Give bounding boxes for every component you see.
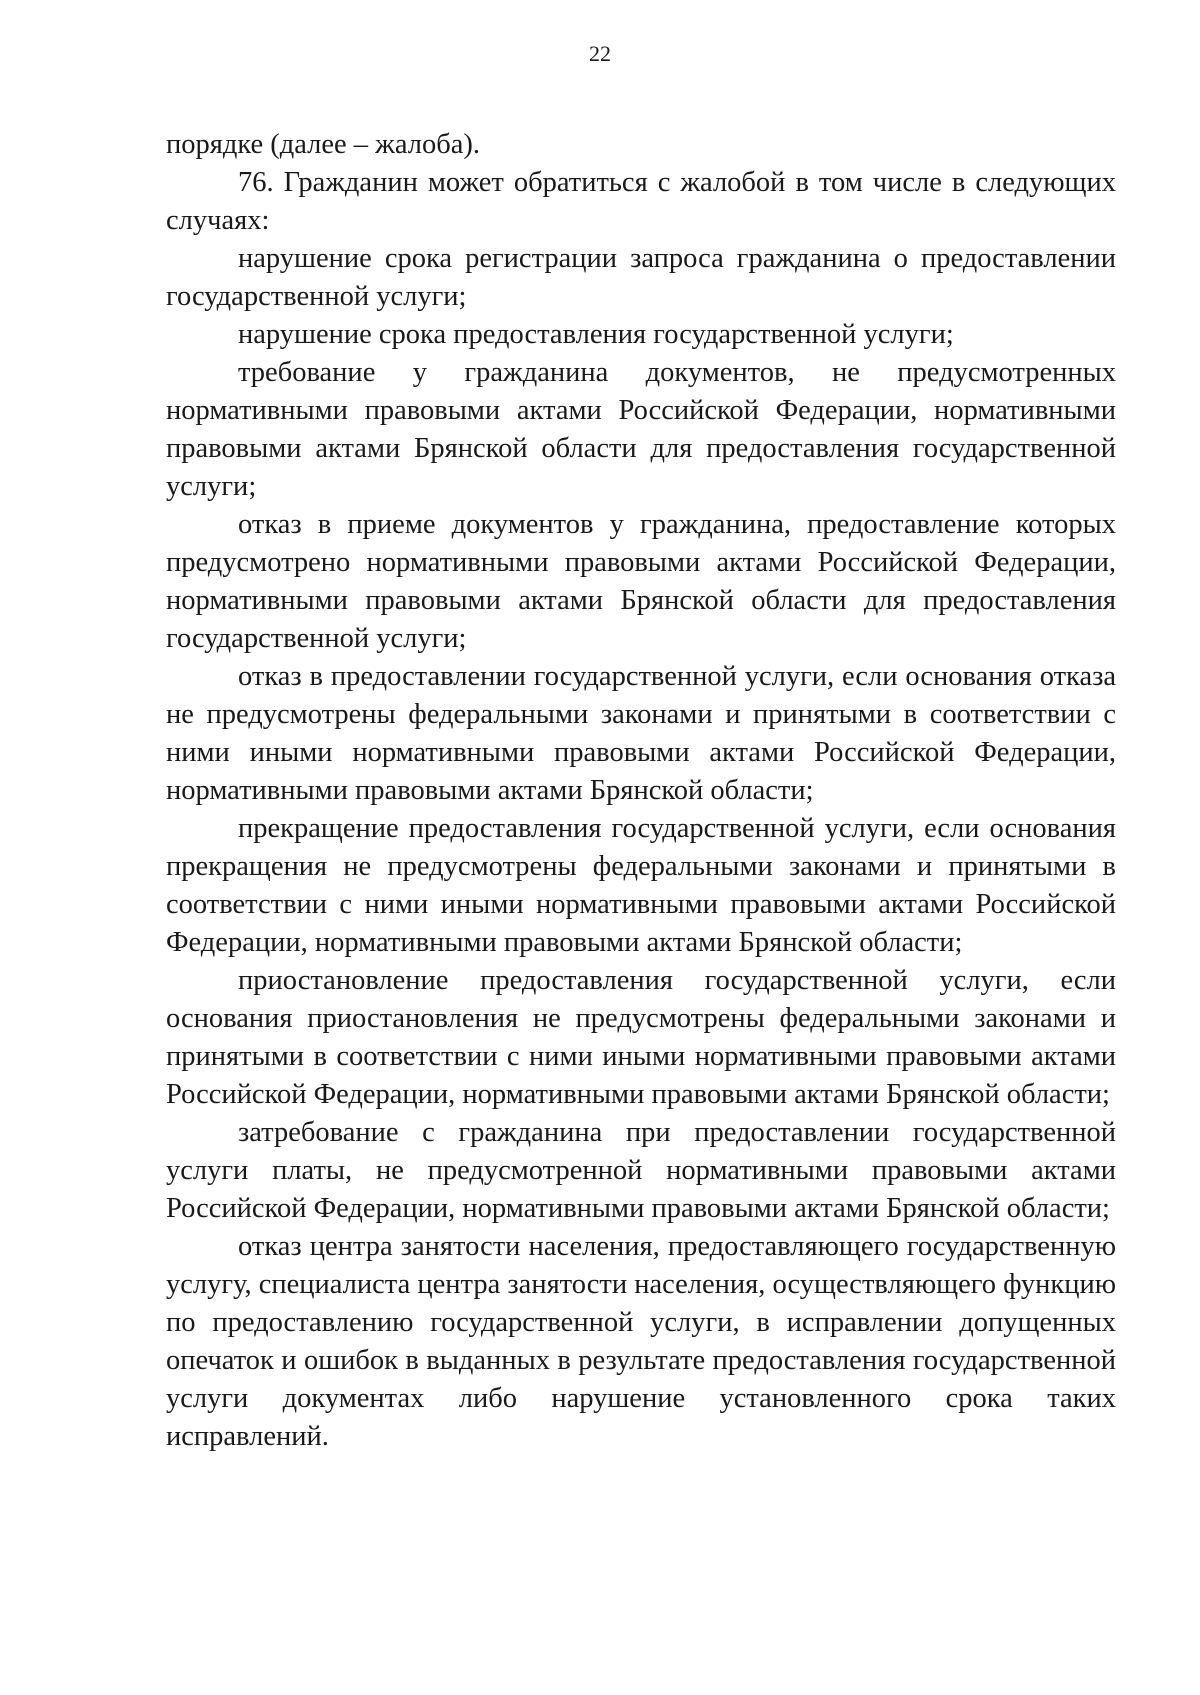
paragraph-case-suspension: приостановление предоставления государственной услуги, если основания приостановления не предусмотрены федеральными законами и принятыми в соответствии с ними иными нормативными правовыми актами Российской Федерации, нормативными правовыми актами Брянской области; <box>166 965 1116 1110</box>
paragraph-case-refusal-documents: отказ в приеме документов у гражданина, предоставление которых предусмотрено нормативными правовыми актами Российской Федерации, нормативными правовыми актами Брянской области для предоставления государственной услуги; <box>166 509 1116 654</box>
paragraph-case-service-deadline: нарушение срока предоставления государственной услуги; <box>238 319 954 350</box>
page-number: 22 <box>589 41 611 66</box>
paragraph-case-fee: затребование с гражданина при предоставлении государственной услуги платы, не предусмотренной нормативными правовыми актами Российской Федерации, нормативными правовыми актами Брянской области; <box>166 1117 1116 1224</box>
paragraph-continuation: порядке (далее – жалоба). <box>166 129 481 160</box>
paragraph-case-refusal-service: отказ в предоставлении государственной услуги, если основания отказа не предусмотрены федеральными законами и принятыми в соответствии с ними иными нормативными правовыми актами Российской Федерации, нормативными правовыми актами Брянской области; <box>166 661 1116 806</box>
paragraph-case-correction-refusal: отказ центра занятости населения, предоставляющего государственную услугу, специалиста центра занятости населения, осуществляющего функцию по предоставлению государственной услуги, в исправлении допущенных опечаток и ошибок в выданных в результате предоставления государственной услуги документах либо нарушение установленного срока таких исправлений. <box>166 1231 1116 1452</box>
paragraph-case-termination: прекращение предоставления государственной услуги, если основания прекращения не предусмотрены федеральными законами и принятыми в соответствии с ними иными нормативными правовыми актами Российской Федерации, нормативными правовыми актами Брянской области; <box>166 813 1116 958</box>
paragraph-case-extra-documents: требование у гражданина документов, не предусмотренных нормативными правовыми актами Российской Федерации, нормативными правовыми актами Брянской области для предоставления государственной услуги; <box>166 357 1116 502</box>
paragraph-case-registration-deadline: нарушение срока регистрации запроса гражданина о предоставлении государственной услуги; <box>166 243 1116 312</box>
paragraph-item-76: 76. Гражданин может обратиться с жалобой в том числе в следующих случаях: <box>166 167 1116 236</box>
document-body <box>166 126 1116 1456</box>
